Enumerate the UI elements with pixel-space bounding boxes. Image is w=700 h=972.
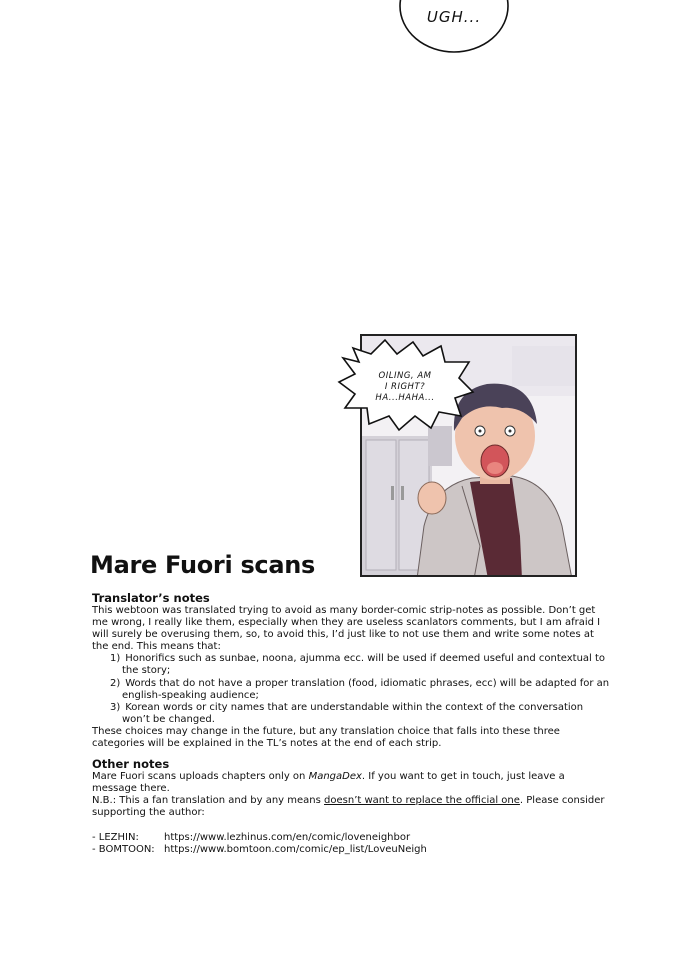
speech-bubble-spiky-text xyxy=(352,371,458,404)
list-item xyxy=(92,653,612,677)
other-notes-text: Mare Fuori scans uploads chapters only on xyxy=(92,771,309,783)
spiky-line-2: I RIGHT? xyxy=(384,382,426,392)
speech-bubble-top-text: UGH... xyxy=(426,8,482,26)
bomtoon-link[interactable]: https://www.bomtoon.com/comic/ep_list/LoveuNeigh xyxy=(164,843,427,855)
list-item-text: Korean words or city names that are understandable within the context of the conversation won’t be changed. xyxy=(122,701,584,725)
spiky-line-3: HA...HAHA... xyxy=(375,393,435,403)
translator-notes-heading: Translator’s notes xyxy=(92,591,210,605)
link-label: - LEZHIN: xyxy=(92,831,139,843)
spiky-line-1: OILING, AM xyxy=(378,371,432,381)
lezhin-link[interactable]: https://www.lezhinus.com/en/comic/loveneighbor xyxy=(164,831,411,843)
other-notes-heading: Other notes xyxy=(92,757,170,772)
list-item xyxy=(92,678,612,702)
list-item-text: Honorifics such as sunbae, noona, ajumma ecc. will be used if deemed useful and contextual to the story; xyxy=(122,653,606,677)
other-notes-nb xyxy=(92,795,612,819)
list-item-num: 2) xyxy=(110,677,121,689)
link-row-bomtoon xyxy=(92,844,612,856)
notes-section xyxy=(92,592,612,856)
other-notes-line1 xyxy=(92,771,612,795)
translator-notes-list xyxy=(92,653,612,726)
list-item-text: Words that do not have a proper translation (food, idiomatic phrases, ecc) will be adapted for an english-speaking audience; xyxy=(122,677,610,701)
official-note-underlined: doesn’t want to replace the official one xyxy=(324,795,520,807)
list-item-num: 1) xyxy=(110,653,121,665)
list-item-num: 3) xyxy=(110,701,121,713)
brand-title: Mare Fuori scans xyxy=(90,551,316,579)
translator-notes-outro: These choices may change in the future, but any translation choice that falls into these three categories will be explained in the TL’s notes at the end of each strip. xyxy=(92,725,560,750)
mangadex-link[interactable]: MangaDex xyxy=(308,771,362,783)
link-row-lezhin xyxy=(92,832,612,844)
nb-text: . Please consider supporting the author: xyxy=(92,795,605,819)
list-item xyxy=(92,702,612,726)
link-label: - BOMTOON: xyxy=(92,843,155,855)
translator-notes-intro: This webtoon was translated trying to avoid as many border-comic strip-notes as possible. Don’t get me wrong, I really like them, especially when they are useless scanlators comments, but I am afraid I will surely be overusing them, so, to avoid this, I’d just like to not use them and write some notes at the end. This means that: xyxy=(92,605,601,653)
other-notes-text: . If you want to get in touch, just leave a message there. xyxy=(92,771,565,795)
nb-text: N.B.: This a fan translation and by any means xyxy=(92,795,325,807)
